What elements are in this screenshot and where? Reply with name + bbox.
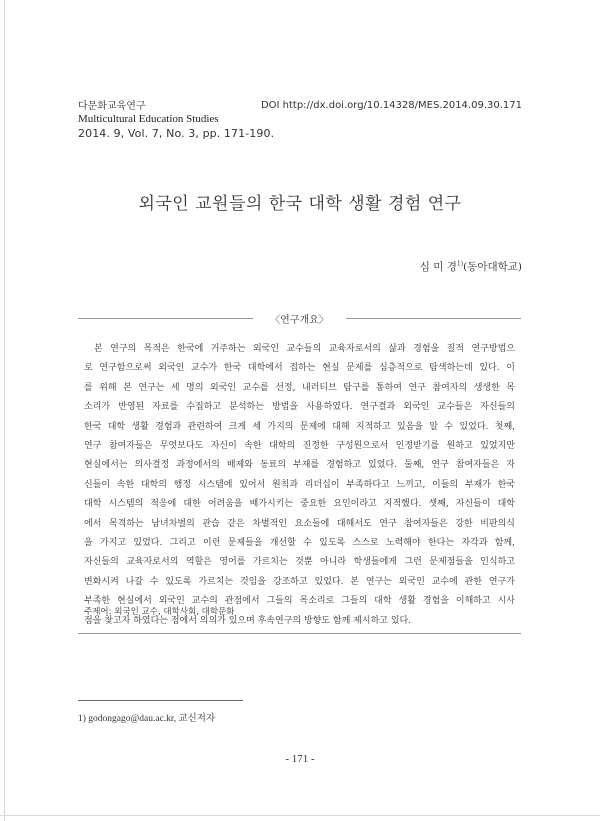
author-name: 심 미 경 xyxy=(419,261,457,273)
abstract-line: 자신들의 교육자로서의 역할은 영어를 가르치는 것뿐 아니라 학생들에게 그런 문제점들을 인식하고 xyxy=(84,557,515,568)
journal-issue: 2014. 9, Vol. 7, No. 3, pp. 171-190. xyxy=(78,127,275,140)
author-line xyxy=(420,259,522,274)
abstract-line: 부족한 현실에서 외국인 교수의 관점에서 그들의 목소리로 그들의 대학 생활 경험을 이해하고 시사 xyxy=(84,596,515,607)
journal-header xyxy=(78,100,274,141)
abstract-line: 현실에서는 의사결정 과정에서의 배제와 동료의 부재를 경험하고 있었다. 둘째, 연구 참여자들은 자 xyxy=(84,460,515,471)
keywords-line xyxy=(84,605,234,617)
abstract-line: 한국 대학 생활 경험과 관련하여 크게 세 가지의 문제에 대해 지적하고 있음을 알 수 있었다. 첫째, xyxy=(84,421,515,432)
footnote-divider xyxy=(78,700,243,701)
abstract-box xyxy=(78,311,521,634)
abstract-line: 본 연구의 목적은 한국에 거주하는 외국인 교수들의 교육자로서의 삶과 경험을 질적 연구방법으 xyxy=(94,344,515,354)
footnote-text: godongago@dau.ac.kr, 교신저자 xyxy=(88,714,216,724)
footnote-mark: 1) xyxy=(78,714,86,724)
page-number: - 171 - xyxy=(285,753,315,765)
abstract-line: 연구 참여자들은 무엇보다도 자신이 속한 대학의 진정한 구성원으로서 인정받기를 원하고 있었지만 xyxy=(84,441,515,452)
abstract-body xyxy=(84,340,515,631)
keywords-list: 외국인 교수, 대학사회, 대학문화 xyxy=(114,607,235,617)
footnote xyxy=(78,710,215,724)
abstract-line: 점을 찾고자 하였다는 점에서 의의가 있으며 후속연구의 방향도 함께 제시하고 있다. xyxy=(84,615,412,626)
page-edge-bottom xyxy=(0,815,600,816)
abstract-line: 변화시켜 나갈 수 있도록 가르치는 것임을 강조하고 있었다. 본 연구는 외국인 교수에 관한 연구가 xyxy=(84,576,515,587)
abstract-line: 에서 목격하는 남녀차별의 관습 같은 차별적인 요소들에 대해서도 연구 참여자들은 강한 비판의식 xyxy=(84,518,515,529)
page-edge-left xyxy=(4,0,5,821)
abstract-rule-right xyxy=(346,318,521,319)
author-footnote-mark: 1) xyxy=(456,260,464,268)
abstract-line: 신들이 속한 대학의 행정 시스템에 있어서 원칙과 리더십이 부족하다고 느끼고, 이들의 부재가 한국 xyxy=(84,479,515,490)
abstract-line: 을 가지고 있었다. 그리고 이런 문제들을 개선할 수 있도록 스스로 노력해야 한다는 자각과 함께, xyxy=(84,538,515,549)
author-affiliation: (동아대학교) xyxy=(463,261,522,273)
keywords-label: 주제어: xyxy=(84,607,112,617)
abstract-line: 소리가 반영된 자료를 수집하고 분석하는 방법을 사용하였다. 연구결과 외국인 교수들은 자신들의 xyxy=(84,402,515,413)
abstract-heading: 〈연구개요〉 xyxy=(270,315,329,326)
paper-title: 외국인 교원들의 한국 대학 생활 경험 연구 xyxy=(138,194,462,214)
journal-name-kr: 다문화교육연구 xyxy=(78,101,146,112)
abstract-line: 를 위해 본 연구는 세 명의 외국인 교수를 선정, 내러티브 탐구를 통하여 연구 참여자의 생생한 목 xyxy=(84,382,515,393)
abstract-line: 로 연구함으로써 외국인 교수가 한국 대학에서 접하는 현실 문제를 심층적으로 탐색하는데 있다. 이 xyxy=(84,363,515,374)
journal-name-en: Multicultural Education Studies xyxy=(78,113,219,125)
doi-link[interactable]: DOI http://dx.doi.org/10.14328/MES.2014.09.30.171 xyxy=(260,100,522,111)
abstract-line: 대학 시스템의 적응에 대한 어려움을 배가시키는 중요한 요인이라고 지적했다. 셋째, 자신들이 대학 xyxy=(84,499,515,510)
abstract-rule-left xyxy=(78,318,253,319)
